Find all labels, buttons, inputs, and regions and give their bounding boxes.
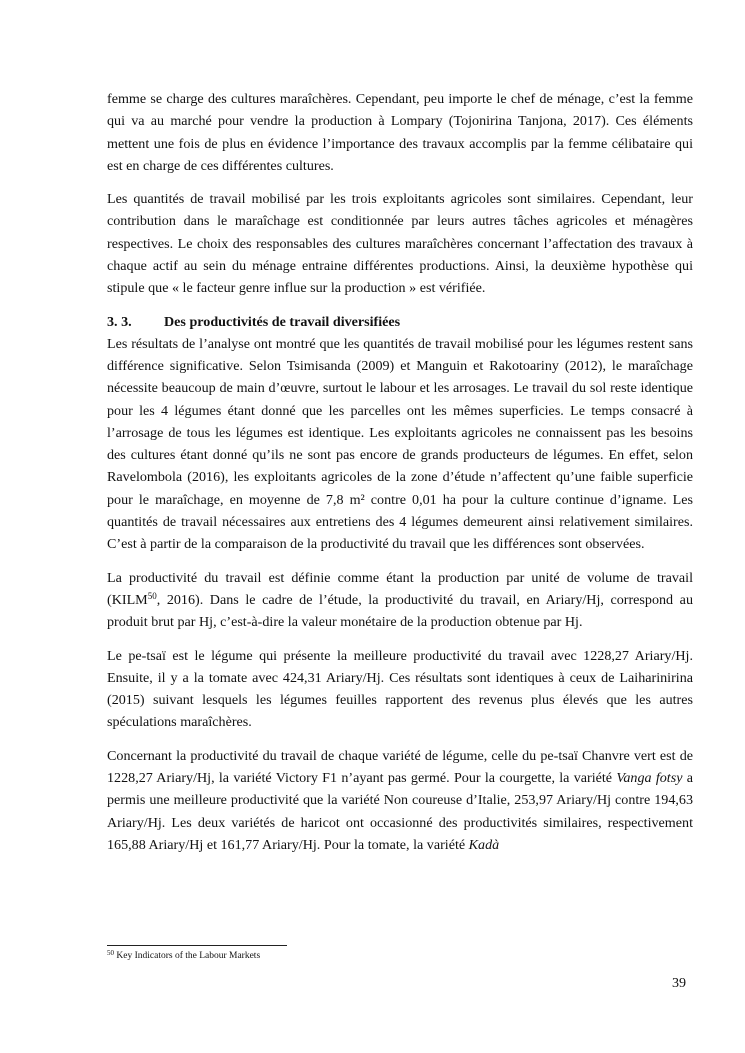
variety-name-vanga-fotsy: Vanga fotsy	[616, 770, 683, 787]
footnote-number: 50	[107, 949, 114, 957]
paragraph-1: femme se charge des cultures maraîchères. Cependant, peu importe le chef de ménage, c’est la femme qui va au marché pour vendre la production à Lompary (Tojonirina Tanjona, 2017). Ces éléments mettent une fois de plus en évidence l’importance des travaux accomplis par la femme célibataire qui est en charge de ces différentes cultures.	[107, 91, 693, 174]
paragraph-2: Les quantités de travail mobilisé par les trois exploitants agricoles sont similaires. Cependant, leur contribution dans le maraîchage est conditionnée par leurs autres tâches agricoles et ménagères respectives. Le choix des responsables des cultures maraîchères concernant l’affectation des travaux à chaque actif au sein du ménage entraine différentes productions. Ainsi, la deuxième hypothèse qui stipule que « le facteur genre influe sur la production » est vérifiée.	[107, 191, 693, 297]
paragraph-4-text-b: , 2016). Dans le cadre de l’étude, la productivité du travail, en Ariary/Hj, correspond au produit brut par Hj, c’est-à-dire la valeur monétaire de la production obtenue par Hj.	[107, 591, 693, 631]
paragraph-4-text-a: La productivité du travail est définie comme étant la production par unité de volume de travail (KILM	[107, 569, 693, 608]
footnote	[107, 950, 260, 962]
footnote-divider	[107, 945, 287, 946]
paragraph-3: Les résultats de l’analyse ont montré que les quantités de travail mobilisé pour les légumes restent sans différence significative. Selon Tsimisanda (2009) et Manguin et Rakotoariny (2012), le maraîchage nécessite beaucoup de main d’œuvre, surtout le labour et les arrosages. Le travail du sol reste identique pour les 4 légumes étant donné que les parcelles ont les mêmes superficies. Le temps consacré à l’arrosage de tous les légumes est identique. Les exploitants agricoles ne connaissent pas les besoins des cultures étant donné qu’ils ne sont pas encore de grands producteurs de légumes. En effet, selon Ravelombola (2016), les exploitants agricoles de la zone d’étude n’affectent qu’une faible superficie pour le maraîchage, en moyenne de 7,8 m² contre 0,01 ha pour la culture continue d’igname. Les quantités de travail nécessaires aux entretiens des 4 légumes demeurent ainsi relativement similaires. C’est à partir de la comparaison de la productivité du travail que les différences sont observées.	[107, 335, 693, 553]
paragraph-5: Le pe-tsaï est le légume qui présente la meilleure productivité du travail avec 1228,27 Ariary/Hj. Ensuite, il y a la tomate avec 424,31 Ariary/Hj. Ces résultats sont identiques à ceux de Laiharinirina (2015) suivant lesquels les légumes feuilles rapportent des revenus plus élevés que les autres spéculations maraîchères.	[107, 647, 693, 731]
section-heading	[107, 311, 693, 333]
paragraph-6	[107, 745, 693, 856]
paragraph-6-text-a: Concernant la productivité du travail de chaque variété de légume, celle du pe-tsaï Chanvre vert est de 1228,27 Ariary/Hj, la variété Victory F1 n’ayant pas germé. Pour la courgette, la variété	[107, 747, 693, 787]
section-title: Des productivités de travail diversifiées	[164, 313, 401, 330]
page-number: 39	[672, 975, 687, 991]
footnote-reference: 50	[147, 590, 157, 601]
page-body	[107, 88, 693, 867]
section-number: 3. 3.	[107, 313, 132, 330]
footnote-text: Key Indicators of the Labour Markets	[114, 951, 261, 961]
paragraph-6-text-b: a permis une meilleure productivité que la variété Non coureuse d’Italie, 253,97 Ariary/Hj contre 194,63 Ariary/Hj. Les deux variétés de haricot ont occasionné des productivités similaires, respectivement 165,88 Ariary/Hj et 161,77 Ariary/Hj. Pour la tomate, la variété	[107, 770, 693, 853]
variety-name-kada: Kadà	[468, 836, 500, 853]
paragraph-4	[107, 567, 693, 634]
